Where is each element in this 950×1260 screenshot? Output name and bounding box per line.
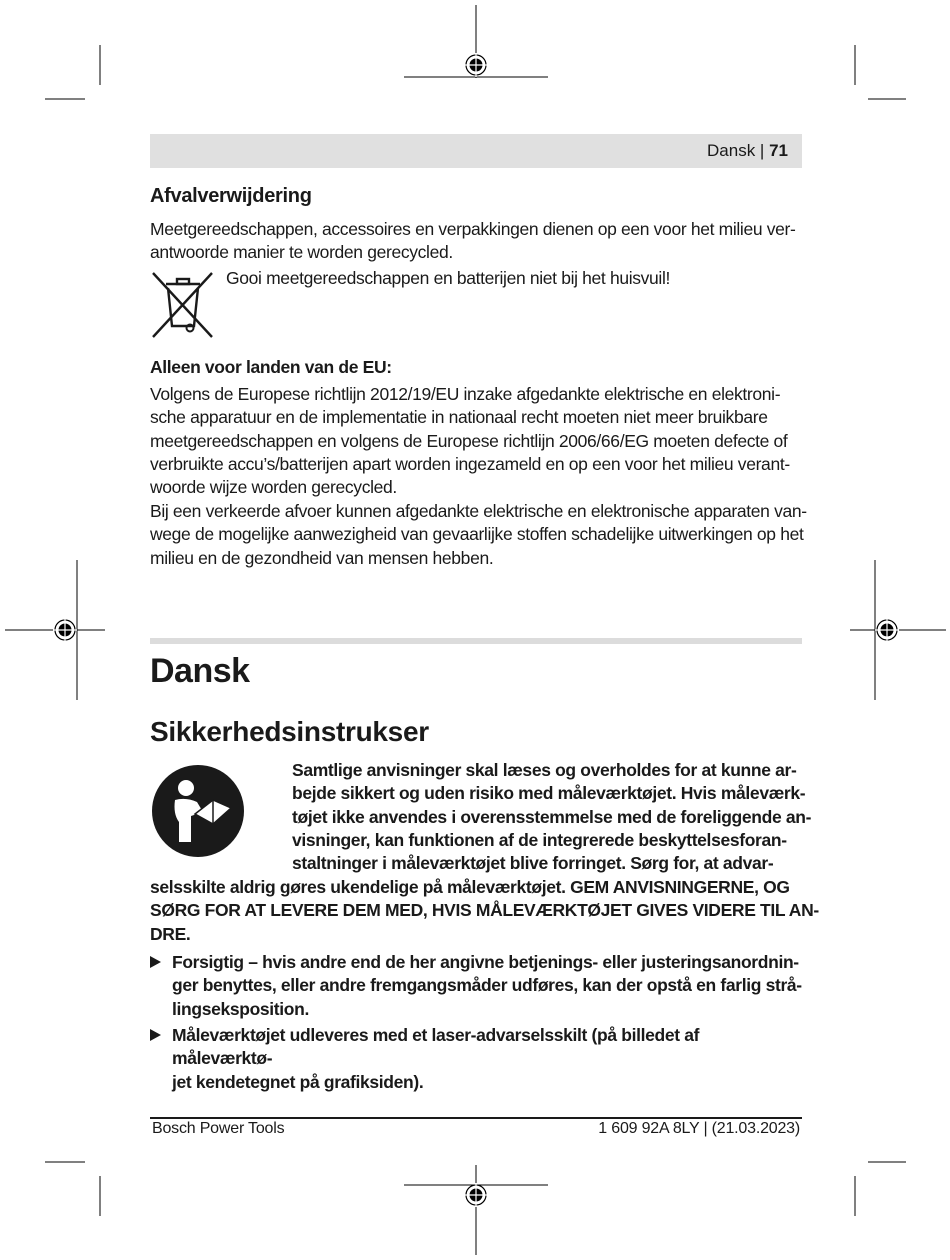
text-line: visninger, kan funktionen af de integrerede beskyttelsesforan- [292,829,787,850]
bullet-text [172,951,802,1021]
text-line: DRE. [150,923,191,944]
header-separator: | [755,141,770,160]
footer-doc-id: 1 609 92A 8LY | (21.03.2023) [598,1120,800,1137]
text-line: Meetgereedschappen, accessoires en verpakkingen dienen op een voor het milieu ver- [150,219,796,239]
text-line: jet kendetegnet på grafiksiden). [172,1071,424,1092]
bullet-item [150,1024,802,1092]
warning-paragraph [150,500,807,570]
text-line: staltninger i måleværktøjet blive forringet. Sørg for, at advar- [292,853,774,874]
text-line: verbruikte accu’s/batterijen apart worden ingezameld en op een voor het milieu verant- [150,453,790,474]
bullet-item [150,951,802,1023]
text-line: Måleværktøjet udleveres med et laser-advarselsskilt (på billedet af måleværktø- [172,1025,700,1069]
bin-text: Gooi meetgereedschappen en batterijen niet bij het huisvuil! [226,268,671,288]
bullet-triangle-icon [150,1029,161,1041]
text-line: SØRG FOR AT LEVERE DEM MED, HVIS MÅLEVÆRKTØJET GIVES VIDERE TIL AN- [150,900,819,921]
text-line: tøjet ikke anvendes i overensstemmelse med de foreliggende an- [292,806,812,827]
text-line: meetgereedschappen en volgens de Europese richtlijn 2006/66/EG moeten defecte of [150,430,788,451]
text-line: selsskilte aldrig gøres ukendelige på måleværktøjet. GEM ANVISNINGERNE, OG [150,877,790,897]
text-line: lingseksposition. [172,998,309,1019]
text-line: Forsigtig – hvis andre end de her angivne betjenings- eller justeringsanordnin- [172,952,799,972]
eu-paragraph [150,383,790,499]
registration-mark-right [875,618,899,642]
page-header [150,134,802,168]
registration-mark-left [53,618,77,642]
text-line: woorde wijze worden gerecycled. [150,477,397,498]
header-language: Dansk [707,141,756,160]
registration-mark-bottom [464,1183,488,1207]
text-line: wege de mogelijke aanwezigheid van gevaarlijke stoffen schadelijke uitwerkingen op het [150,524,804,545]
read-manual-icon [151,764,245,858]
bullet-triangle-icon [150,956,161,968]
footer-brand: Bosch Power Tools [152,1120,285,1137]
text-line: sche apparatuur en de implementatie in nationaal recht moeten niet meer bruikbare [150,407,768,428]
header-text [707,141,788,161]
crossed-out-wheelie-bin-icon [150,270,216,340]
footer-rule [150,1117,802,1119]
section-divider [150,638,802,644]
text-line: Bij een verkeerde afvoer kunnen afgedankte elektrische en elektronische apparaten van- [150,501,807,521]
text-line: Samtlige anvisninger skal læses og overholdes for at kunne ar- [292,760,797,780]
bullet-text [172,1024,802,1094]
text-line: Volgens de Europese richtlijn 2012/19/EU inzake afgedankte elektrische en elektroni- [150,384,781,404]
section-heading: Sikkerhedsinstrukser [150,716,429,747]
eu-heading: Alleen voor landen van de EU: [150,357,392,377]
text-line: antwoorde manier te worden gerecycled. [150,242,453,263]
disposal-intro [150,218,795,265]
text-line: ger benyttes, eller andre fremgangsmåder udføres, kan der opstå en farlig strå- [172,975,802,996]
text-line: milieu en de gezondheid van mensen hebben. [150,547,494,568]
disposal-heading: Afvalverwijdering [150,185,312,207]
language-title: Dansk [150,652,250,690]
registration-mark-top [464,53,488,77]
page-number: 71 [769,141,788,160]
safety-intro-full [150,876,819,946]
safety-intro-side [292,759,811,875]
text-line: bejde sikkert og uden risiko med måleværktøjet. Hvis måleværk- [292,783,806,804]
